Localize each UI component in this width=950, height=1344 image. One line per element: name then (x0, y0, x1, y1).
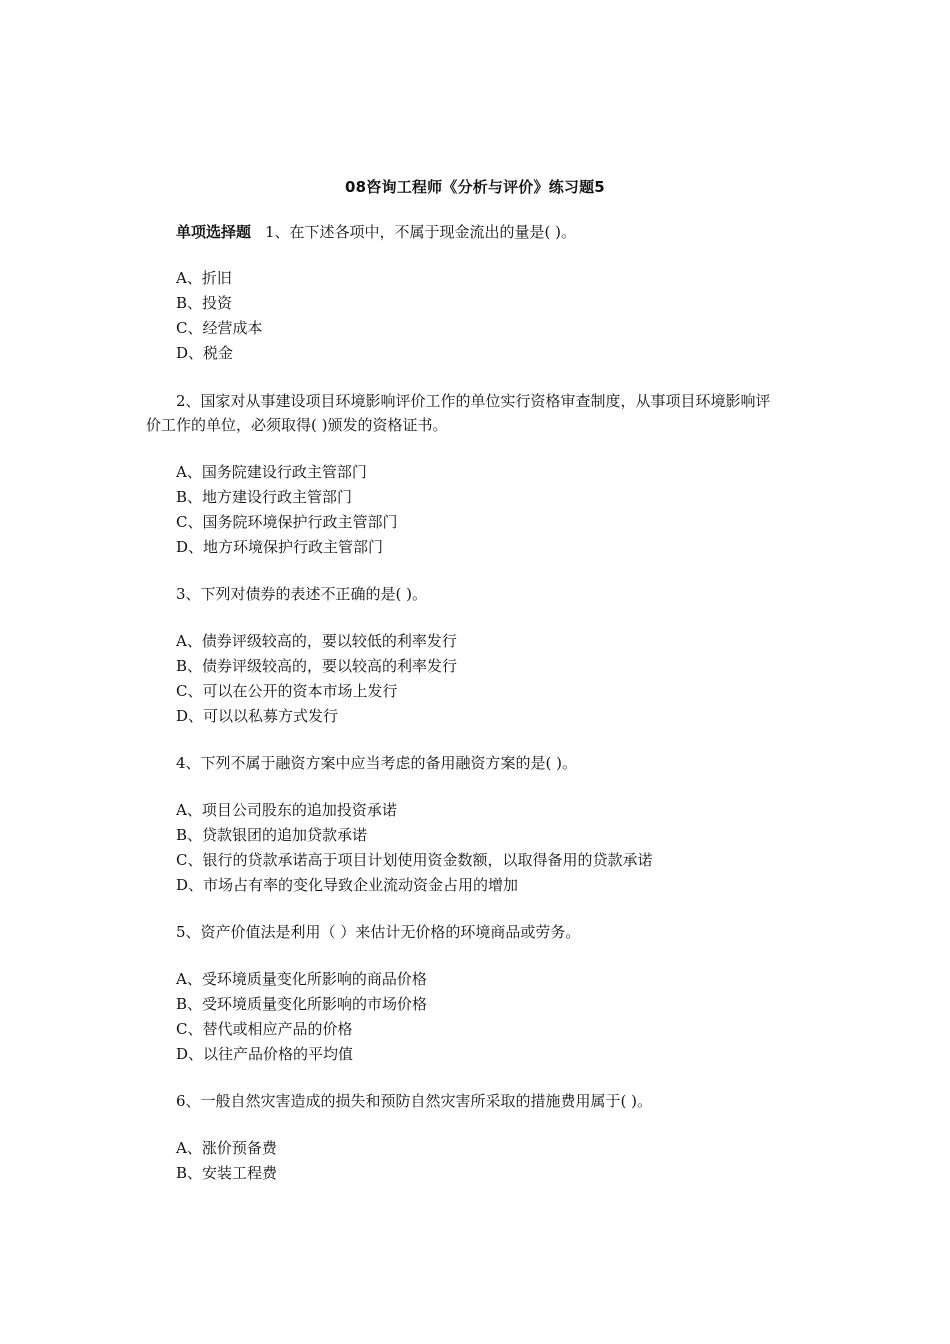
question-3-text: 3、下列对债券的表述不正确的是( )。 (176, 585, 428, 603)
question-2-text-line-1: 2、国家对从事建设项目环境影响评价工作的单位实行资格审查制度，从事项目环境影响评 (176, 392, 771, 410)
question-3-option-c: C、可以在公开的资本市场上发行 (176, 682, 398, 700)
question-3-option-d: D、可以以私募方式发行 (176, 707, 339, 725)
question-3-option-b: B、债券评级较高的，要以较高的利率发行 (176, 657, 458, 675)
section-label: 单项选择题 (176, 223, 252, 241)
question-5-text: 5、资产价值法是利用（ ）来估计无价格的环境商品或劳务。 (176, 923, 581, 941)
question-1-option-b: B、投资 (176, 294, 233, 312)
question-3-option-a: A、债券评级较高的，要以较低的利率发行 (176, 632, 457, 650)
question-2-option-b: B、地方建设行政主管部门 (176, 488, 353, 506)
question-4-text: 4、下列不属于融资方案中应当考虑的备用融资方案的是( )。 (176, 754, 578, 772)
question-4-option-d: D、市场占有率的变化导致企业流动资金占用的增加 (176, 876, 519, 894)
question-6-text: 6、一般自然灾害造成的损失和预防自然灾害所采取的措施费用属于( )。 (176, 1092, 653, 1110)
question-6-option-a: A、涨价预备费 (176, 1139, 277, 1157)
question-4-option-a: A、项目公司股东的追加投资承诺 (176, 801, 397, 819)
question-5-option-d: D、以往产品价格的平均值 (176, 1045, 354, 1063)
question-4-option-b: B、贷款银团的追加贷款承诺 (176, 826, 368, 844)
question-2-option-c: C、国务院环境保护行政主管部门 (176, 513, 398, 531)
question-2-option-d: D、地方环境保护行政主管部门 (176, 538, 384, 556)
question-2-text-line-2: 价工作的单位，必须取得( )颁发的资格证书。 (146, 416, 448, 434)
question-1-option-d: D、税金 (176, 344, 234, 362)
question-5-option-b: B、受环境质量变化所影响的市场价格 (176, 995, 428, 1013)
question-4-option-c: C、银行的贷款承诺高于项目计划使用资金数额，以取得备用的贷款承诺 (176, 851, 653, 869)
question-5-option-a: A、受环境质量变化所影响的商品价格 (176, 970, 427, 988)
question-5-option-c: C、替代或相应产品的价格 (176, 1020, 353, 1038)
document-title: 08咨询工程师《分析与评价》练习题5 (345, 178, 605, 196)
question-1-option-c: C、经营成本 (176, 319, 263, 337)
question-1 (176, 222, 576, 242)
question-1-option-a: A、折旧 (176, 269, 232, 287)
question-1-text: 1、在下述各项中，不属于现金流出的量是( )。 (265, 223, 577, 241)
question-6-option-b: B、安装工程费 (176, 1164, 278, 1182)
question-2-option-a: A、国务院建设行政主管部门 (176, 463, 367, 481)
